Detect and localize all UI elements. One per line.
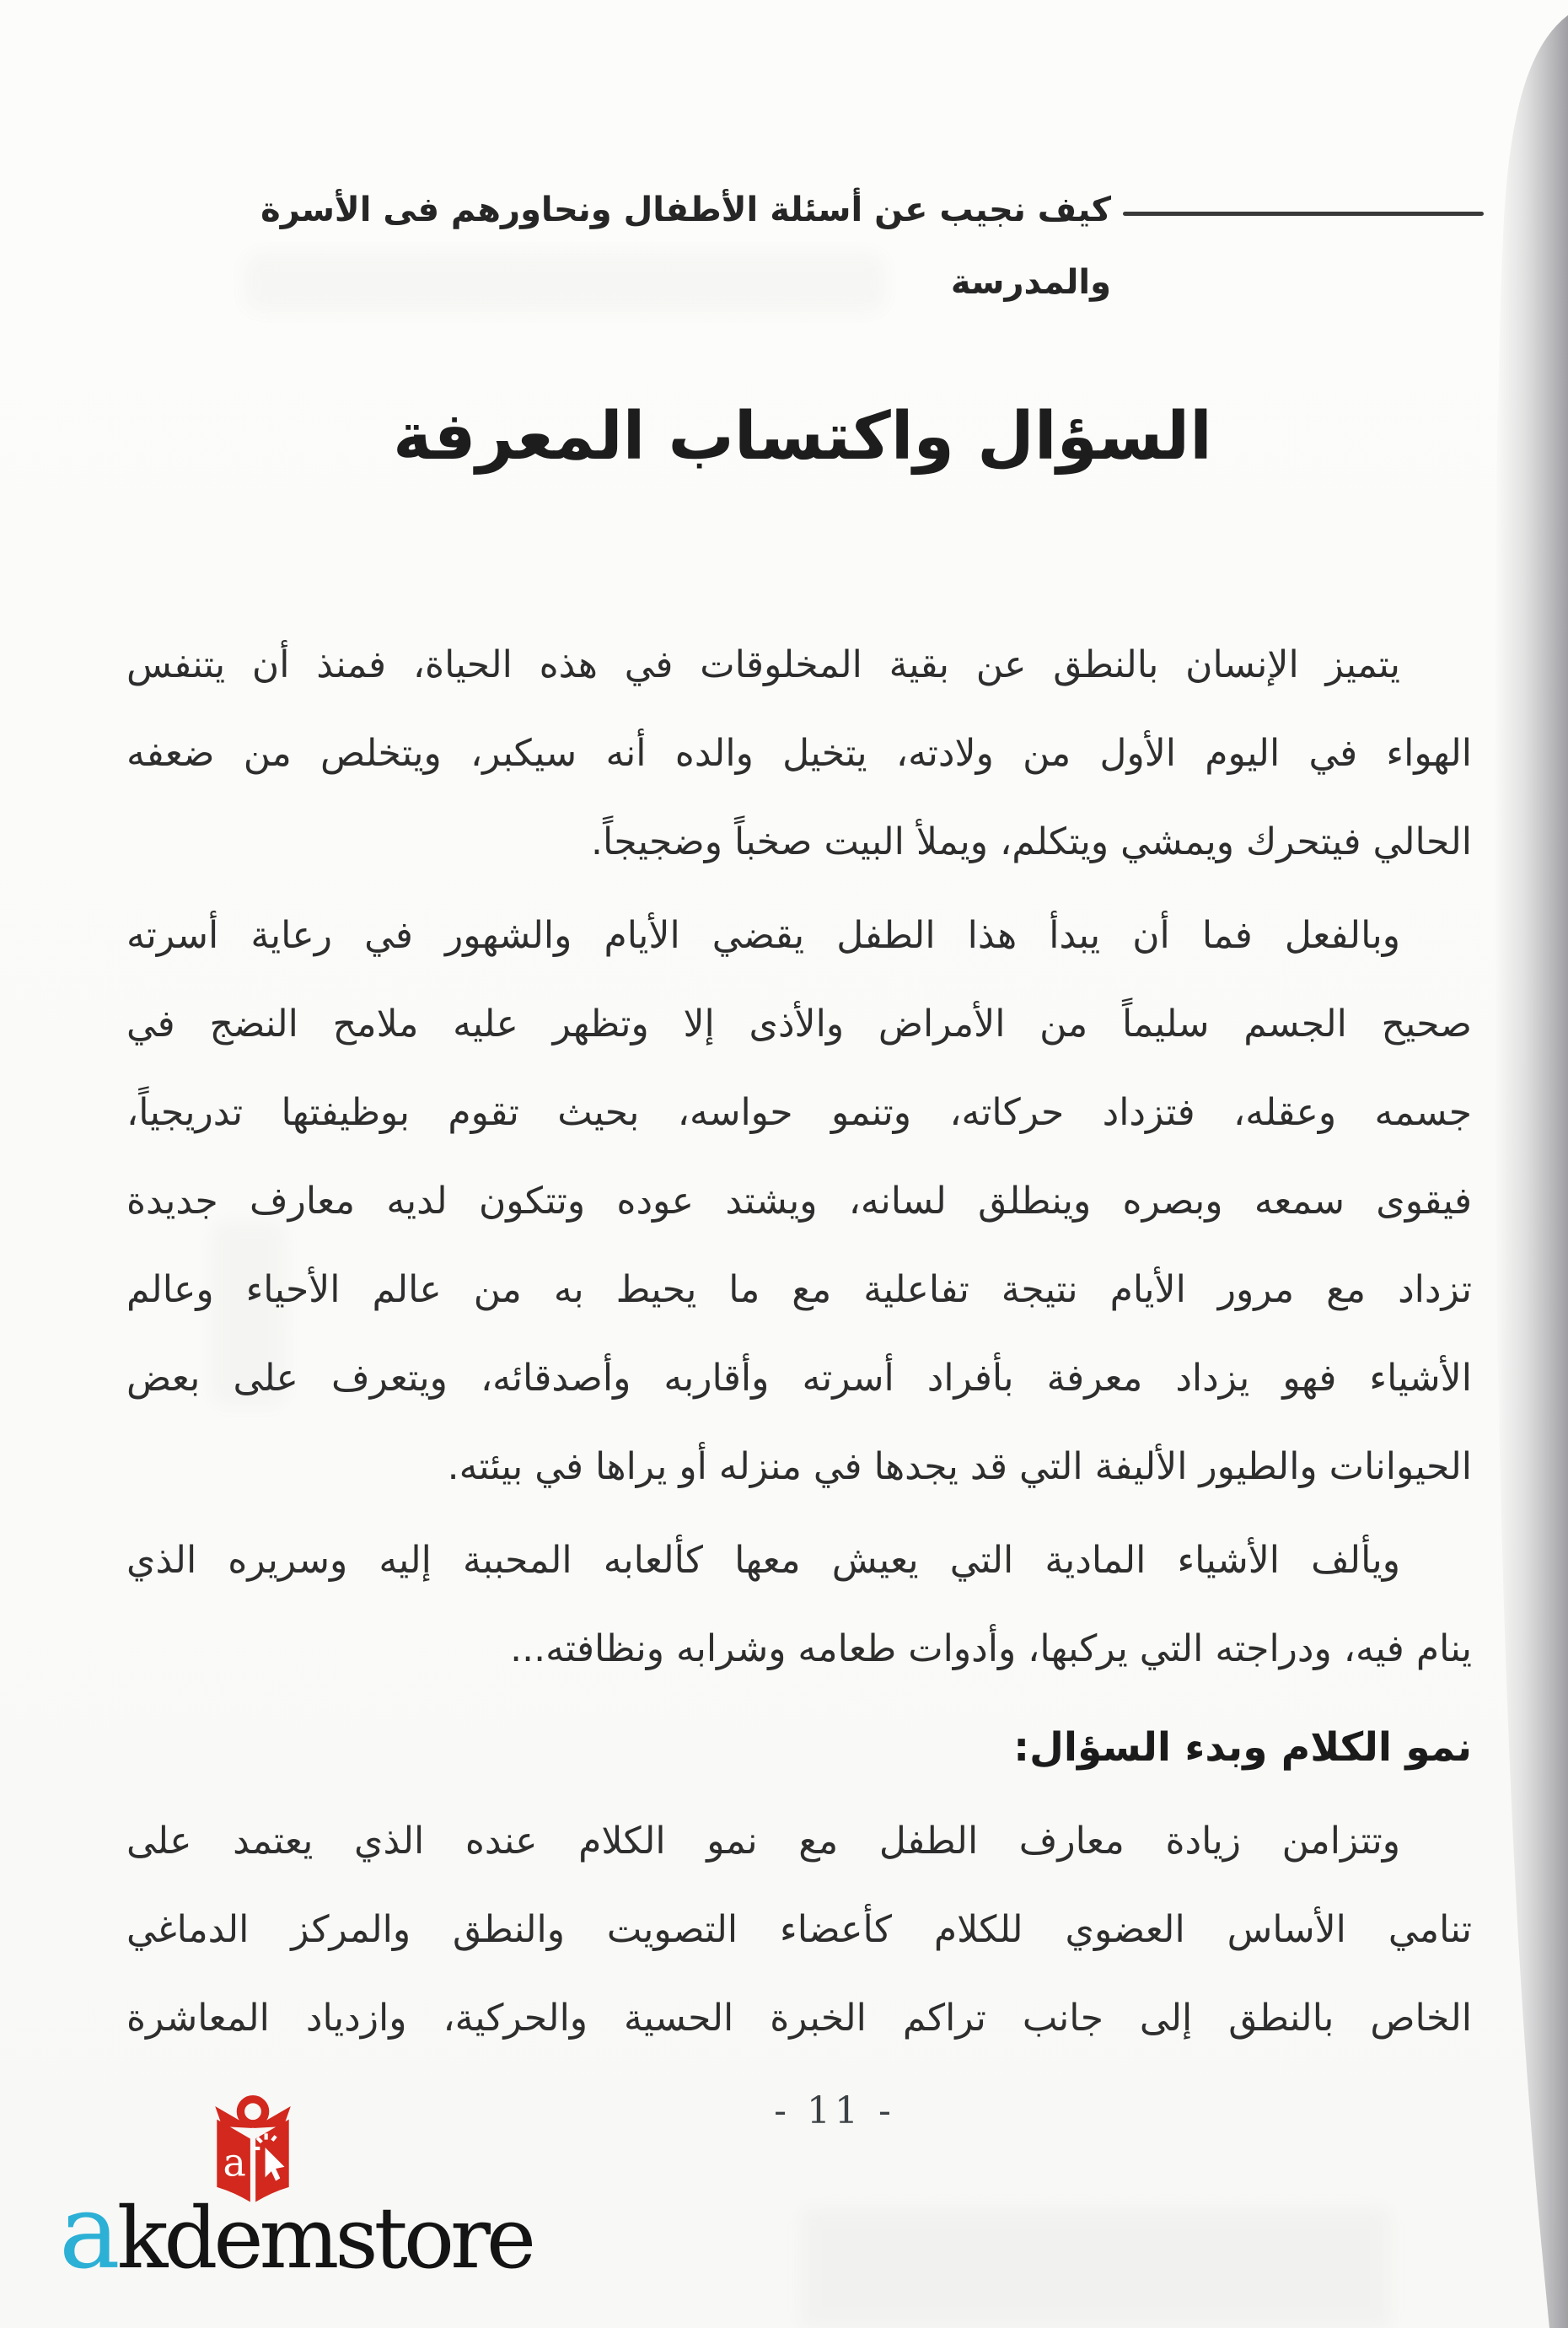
page-number: - 11 - bbox=[774, 2089, 895, 2132]
logo-ring bbox=[240, 2100, 265, 2124]
body-line: ينام فيه، ودراجته التي يركبها، وأدوات طعامه وشرابه ونظافته... bbox=[510, 1627, 1472, 1670]
body-line: الهواء في اليوم الأول من ولادته، يتخيل والده أنه سيكبر، ويتخلص من ضعفه bbox=[126, 732, 1472, 775]
body-line: صحيح الجسم سليماً من الأمراض والأذى إلا وتظهر عليه ملامح النضج في bbox=[126, 1003, 1472, 1046]
publisher-watermark bbox=[57, 2093, 546, 2295]
paragraph-4 bbox=[126, 1797, 1472, 2062]
scan-bleed-artifact bbox=[244, 253, 885, 312]
paragraph-1 bbox=[126, 621, 1472, 886]
body-line: تنامي الأساس العضوي للكلام كأعضاء التصويت والنطق والمركز الدماغي bbox=[126, 1908, 1472, 1951]
body-line: فيقوى سمعه وبصره وينطلق لسانه، ويشتد عوده وتتكون لديه معارف جديدة bbox=[126, 1180, 1472, 1223]
body-line: الحيوانات والطيور الأليفة التي قد يجدها في منزله أو يراها في بيئته. bbox=[447, 1445, 1472, 1488]
body-line: جسمه وعقله، فتزداد حركاته، وتنمو حواسه، بحيث تقوم بوظيفتها تدريجياً، bbox=[126, 1091, 1472, 1134]
body-line: تزداد مع مرور الأيام نتيجة تفاعلية مع ما يحيط به من عالم الأحياء وعالم bbox=[126, 1268, 1472, 1311]
body-line: الأشياء فهو يزداد معرفة بأفراد أسرته وأقاربه وأصدقائه، ويتعرف على بعض bbox=[126, 1357, 1472, 1400]
paragraph-2 bbox=[126, 891, 1472, 1511]
header-rule bbox=[1123, 212, 1484, 216]
brand-wordmark bbox=[59, 2172, 533, 2292]
body-line: ويألف الأشياء المادية التي يعيش معها كألعابه المحببة إليه وسريره الذي bbox=[126, 1539, 1400, 1582]
body-text bbox=[126, 621, 1472, 2062]
section-heading: نمو الكلام وبدء السؤال: bbox=[1013, 1724, 1472, 1771]
brand-rest-letters: kdemstore bbox=[116, 2189, 533, 2288]
book-letter: a bbox=[223, 2139, 246, 2186]
body-line: الخاص بالنطق إلى جانب تراكم الخبرة الحسية والحركية، وازدياد المعاشرة bbox=[126, 1997, 1472, 2040]
running-header-title: كيف نجيب عن أسئلة الأطفال ونحاورهم فى الأسرة والمدرسة bbox=[260, 191, 1111, 302]
chapter-title: السؤال واكتساب المعرفة bbox=[393, 399, 1212, 475]
body-line: الحالي فيتحرك ويمشي ويتكلم، ويملأ البيت صخباً وضجيجاً. bbox=[590, 820, 1472, 863]
body-line: يتميز الإنسان بالنطق عن بقية المخلوقات في هذه الحياة، فمنذ أن يتنفس bbox=[126, 643, 1400, 686]
body-line: وتتزامن زيادة معارف الطفل مع نمو الكلام عنده الذي يعتمد على bbox=[126, 1820, 1400, 1863]
body-line: وبالفعل فما أن يبدأ هذا الطفل يقضي الأيام والشهور في رعاية أسرته bbox=[126, 914, 1400, 957]
paragraph-3 bbox=[126, 1516, 1472, 1693]
scan-shading-artifact bbox=[801, 2207, 1391, 2328]
brand-initial-letter: a bbox=[59, 2172, 117, 2292]
